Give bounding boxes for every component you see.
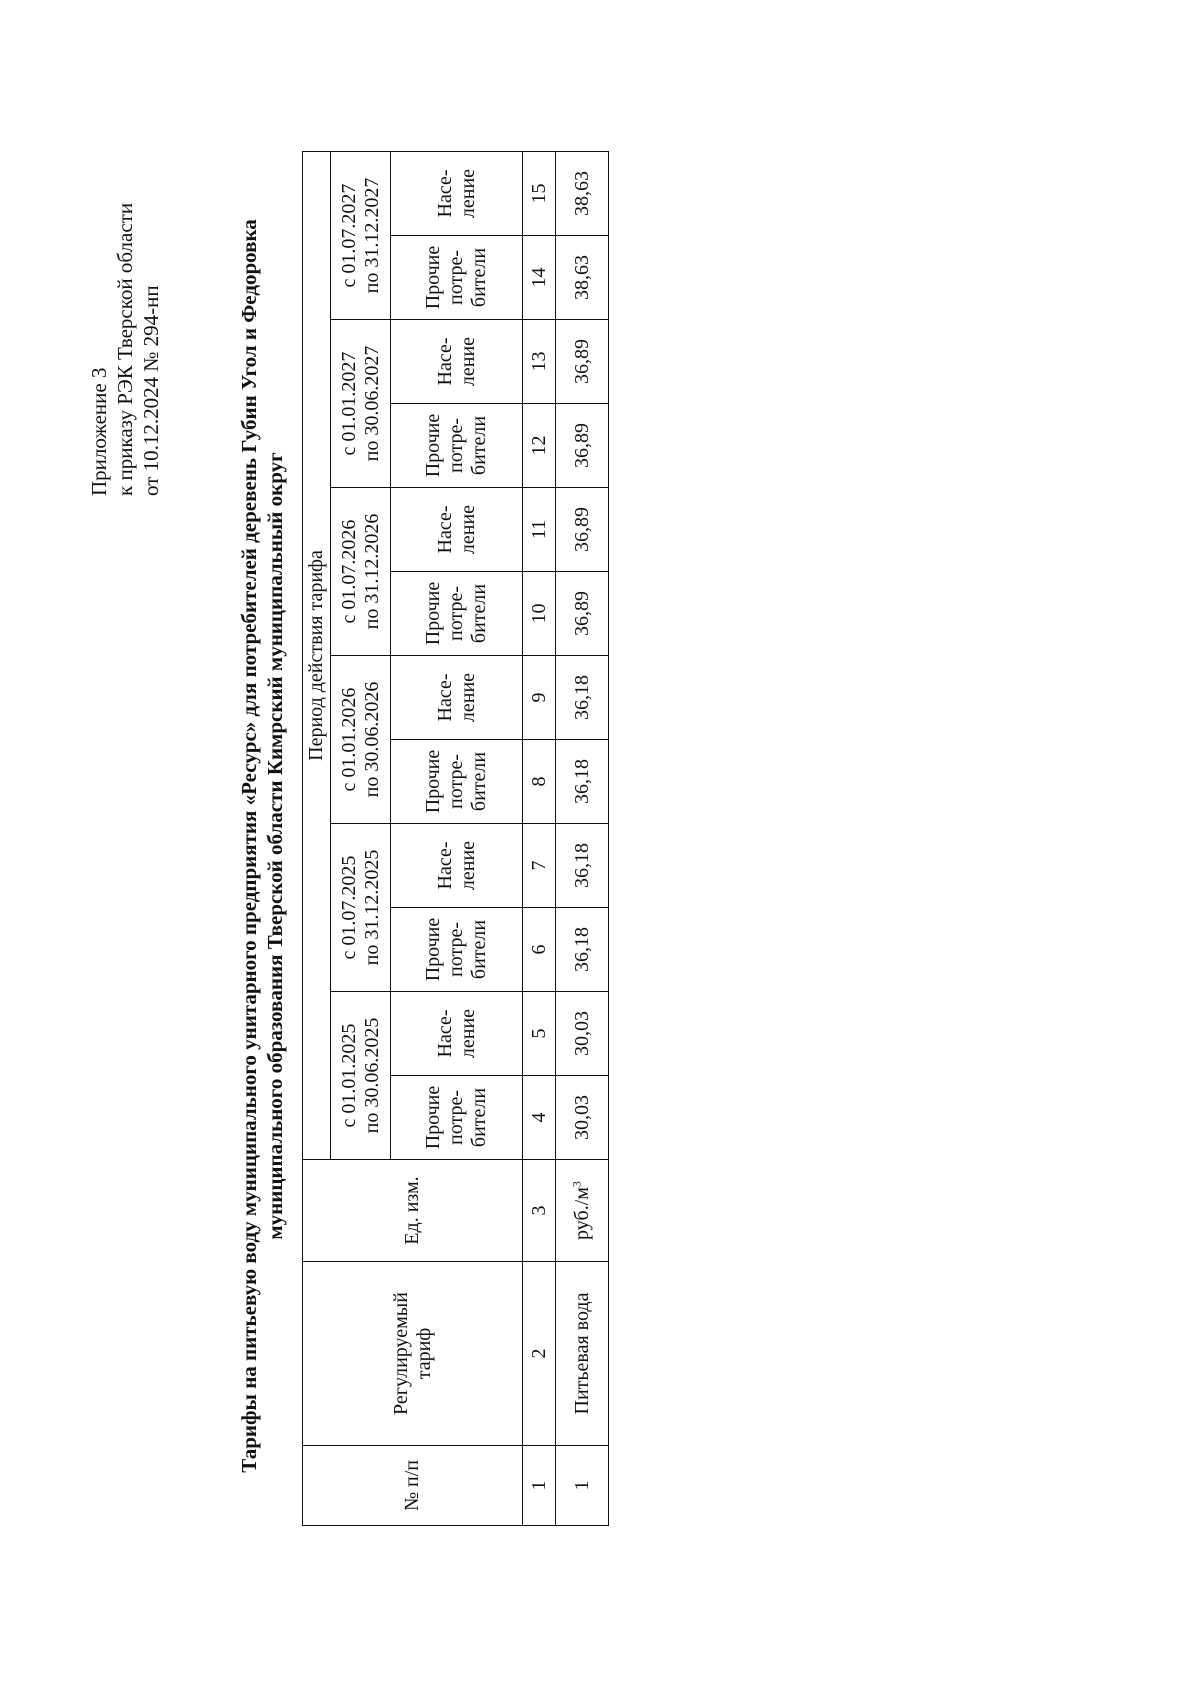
consumer-other-header: Прочие потре-бители bbox=[391, 740, 523, 824]
column-number: 15 bbox=[523, 152, 556, 236]
column-number: 11 bbox=[523, 488, 556, 572]
column-number: 3 bbox=[523, 1160, 556, 1262]
period-to: по 30.06.2026 bbox=[360, 681, 383, 798]
period-header-cell bbox=[331, 824, 391, 992]
column-number: 12 bbox=[523, 404, 556, 488]
unit-base: руб./м bbox=[570, 1187, 593, 1240]
period-from: с 01.01.2026 bbox=[337, 687, 360, 792]
tariff-value: 36,89 bbox=[556, 572, 609, 656]
header-period: Период действия тарифа bbox=[303, 152, 331, 1160]
tariff-value: 30,03 bbox=[556, 1076, 609, 1160]
period-header-cell bbox=[331, 320, 391, 488]
appendix-note bbox=[86, 76, 164, 496]
row-number: 1 bbox=[556, 1446, 609, 1526]
period-from: с 01.07.2026 bbox=[337, 519, 360, 624]
tariff-value: 36,89 bbox=[556, 488, 609, 572]
document-title-line: муниципального образования Тверской области Кимрский муниципальный округ bbox=[263, 452, 287, 1240]
column-number: 4 bbox=[523, 1076, 556, 1160]
consumer-other-header: Прочие потре-бители bbox=[391, 404, 523, 488]
tariff-value: 38,63 bbox=[556, 236, 609, 320]
document-title-line: Тарифы на питьевую воду муниципального унитарного предприятия «Ресурс» для потребителей деревень Губин Угол и Федоровка bbox=[237, 219, 261, 1473]
row-tariff-name: Питьевая вода bbox=[556, 1262, 609, 1446]
period-to: по 30.06.2027 bbox=[360, 345, 383, 462]
column-number: 5 bbox=[523, 992, 556, 1076]
header-number: № п/п bbox=[303, 1446, 523, 1526]
consumer-population-header: Насе-ление bbox=[391, 320, 523, 404]
period-header-cell bbox=[331, 992, 391, 1160]
tariff-value: 36,89 bbox=[556, 404, 609, 488]
period-from: с 01.07.2027 bbox=[337, 183, 360, 288]
consumer-population-header: Насе-ление bbox=[391, 488, 523, 572]
period-header-cell bbox=[331, 488, 391, 656]
period-to: по 31.12.2025 bbox=[360, 849, 383, 966]
appendix-note-line: от 10.12.2024 № 294-нп bbox=[139, 285, 163, 496]
consumer-population-header: Насе-ление bbox=[391, 152, 523, 236]
header-unit: Ед. изм. bbox=[303, 1160, 523, 1262]
column-number: 7 bbox=[523, 824, 556, 908]
tariff-value: 38,63 bbox=[556, 152, 609, 236]
period-from: с 01.01.2025 bbox=[337, 1023, 360, 1128]
tariff-value: 30,03 bbox=[556, 992, 609, 1076]
period-header-cell bbox=[331, 152, 391, 320]
tariff-value: 36,89 bbox=[556, 320, 609, 404]
column-number: 9 bbox=[523, 656, 556, 740]
consumer-other-header: Прочие потре-бители bbox=[391, 908, 523, 992]
column-number: 10 bbox=[523, 572, 556, 656]
unit-superscript: 3 bbox=[568, 1181, 583, 1188]
appendix-note-line: Приложение 3 bbox=[87, 367, 111, 496]
tariff-value: 36,18 bbox=[556, 656, 609, 740]
period-header-cell bbox=[331, 656, 391, 824]
tariff-table bbox=[302, 151, 609, 1526]
consumer-other-header: Прочие потре-бители bbox=[391, 236, 523, 320]
column-number: 6 bbox=[523, 908, 556, 992]
consumer-population-header: Насе-ление bbox=[391, 656, 523, 740]
consumer-other-header: Прочие потре-бители bbox=[391, 572, 523, 656]
header-tariff: Регулируемый тариф bbox=[303, 1262, 523, 1446]
column-number: 8 bbox=[523, 740, 556, 824]
period-to: по 31.12.2026 bbox=[360, 513, 383, 630]
appendix-note-line: к приказу РЭК Тверской области bbox=[113, 202, 137, 496]
column-number: 1 bbox=[523, 1446, 556, 1526]
document-title bbox=[236, 146, 288, 1546]
column-number: 13 bbox=[523, 320, 556, 404]
consumer-other-header: Прочие потре-бители bbox=[391, 1076, 523, 1160]
column-number: 14 bbox=[523, 236, 556, 320]
column-number-row bbox=[523, 152, 556, 1526]
row-unit bbox=[556, 1160, 609, 1262]
column-number: 2 bbox=[523, 1262, 556, 1446]
period-from: с 01.01.2027 bbox=[337, 351, 360, 456]
tariff-value: 36,18 bbox=[556, 740, 609, 824]
tariff-value: 36,18 bbox=[556, 824, 609, 908]
consumer-population-header: Насе-ление bbox=[391, 824, 523, 908]
tariff-value: 36,18 bbox=[556, 908, 609, 992]
consumer-population-header: Насе-ление bbox=[391, 992, 523, 1076]
table-row bbox=[556, 152, 609, 1526]
period-to: по 30.06.2025 bbox=[360, 1017, 383, 1134]
period-from: с 01.07.2025 bbox=[337, 855, 360, 960]
period-to: по 31.12.2027 bbox=[360, 177, 383, 294]
